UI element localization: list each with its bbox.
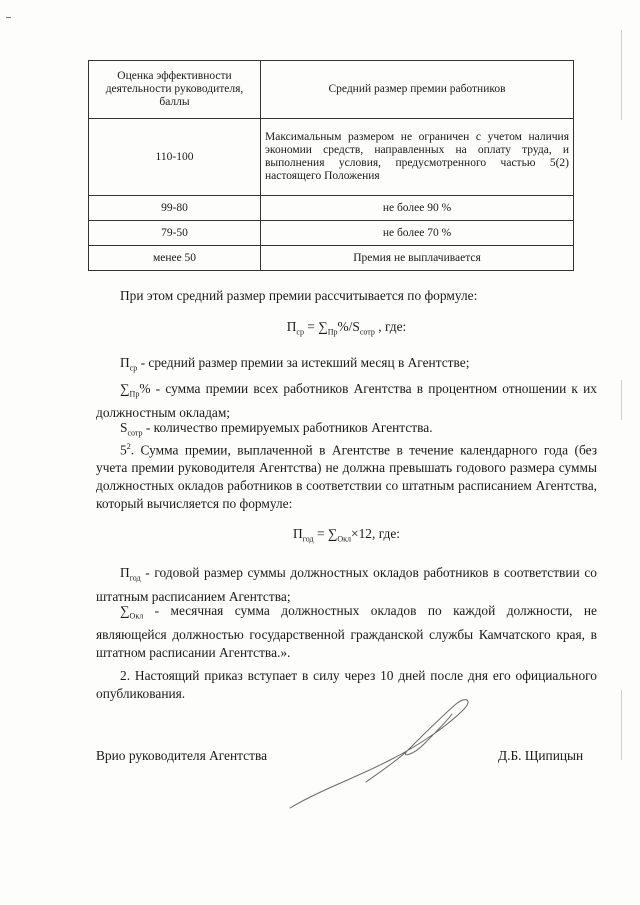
header-bonus: Средний размер премии работников [261, 61, 574, 119]
formula-part: ×12 [351, 526, 372, 541]
bonus-cell: Премия не выплачивается [261, 246, 574, 271]
handwritten-signature [280, 690, 490, 820]
sum-symbol: ∑ [120, 603, 130, 618]
score-cell: 99-80 [89, 196, 261, 221]
sum-symbol: ∑ [318, 319, 328, 334]
formula-subscript: год [302, 534, 314, 544]
table-header-row [89, 61, 574, 119]
definition-bonus-sum [96, 380, 597, 422]
formula-symbol: П [293, 526, 303, 541]
formula-equals: = [303, 319, 319, 334]
bonus-cell: не более 70 % [261, 221, 574, 246]
definition-annual-salary [96, 564, 597, 606]
paragraph-5-2 [96, 438, 597, 513]
def-text: - годовой размер суммы должностных окладов работников в соответствии со штатным расписанием Агентства; [96, 565, 597, 604]
score-cell: менее 50 [89, 246, 261, 271]
definition-monthly-salary [96, 602, 597, 662]
table-row [89, 246, 574, 271]
def-subscript: год [129, 573, 141, 583]
def-text: - сумма премии всех работников Агентства в процентном отношении к их должностным окладам; [96, 381, 597, 420]
header-score: Оценка эффективности деятельности руководителя, баллы [89, 61, 261, 119]
def-subscript: ср [129, 363, 138, 373]
formula-average-bonus [96, 318, 597, 342]
para-text: . Сумма премии, выплаченной в Агентстве в течение календарного года (без учета премии руководителя Агентства) не должна превышать годового размера суммы должностных окладов работников в соответствии со штатным расписанием Агентства, который вычисляется по формуле: [96, 442, 597, 512]
formula-intro: При этом средний размер премии рассчитывается по формуле: [120, 288, 478, 303]
formula-subscript: ср [296, 327, 304, 337]
def-symbol: П [120, 355, 130, 370]
def-symbol: П [120, 565, 130, 580]
item-2: 2. Настоящий приказ вступает в силу через 10 дней после дня его официального опубликования. [96, 668, 597, 701]
table-row [89, 221, 574, 246]
def-text: - средний размер премии за истекший месяц в Агентстве; [137, 355, 470, 370]
formula-annual-salary [96, 525, 597, 549]
table-row [89, 119, 574, 196]
def-subscript: Пр [129, 389, 140, 399]
def-symbol: S [120, 420, 128, 435]
formula-subscript: Окл [337, 534, 352, 544]
sum-symbol: ∑ [120, 381, 130, 396]
definition-avg-bonus [96, 354, 597, 378]
scan-mark [6, 17, 11, 18]
bonus-table [88, 60, 574, 271]
def-subscript: сотр [127, 428, 143, 438]
table-row [89, 196, 574, 221]
formula-subscript: Пр [327, 327, 338, 337]
sum-symbol: ∑ [327, 526, 338, 541]
scan-edge-line [621, 30, 622, 120]
def-text: - количество премируемых работников Агентства. [142, 420, 433, 435]
formula-tail: , где: [374, 319, 407, 334]
score-cell: 110-100 [89, 119, 261, 196]
def-subscript: Окл [129, 611, 144, 621]
signatory-name: Д.Б. Щипицын [498, 748, 584, 763]
signatory-position: Врио руководителя Агентства [96, 748, 268, 763]
scan-edge-line [621, 690, 622, 760]
para-superscript: 2 [126, 442, 131, 451]
formula-subscript: сотр [359, 327, 375, 337]
formula-equals: = [313, 526, 328, 541]
bonus-cell: не более 90 % [261, 196, 574, 221]
formula-part: %/S [337, 319, 360, 334]
def-text: - месячная сумма должностных окладов по каждой должности, не являющейся должностью государственной гражданской службы Камчатского края, в штатном расписании Агентства.». [96, 603, 597, 660]
formula-symbol: П [286, 319, 297, 334]
def-symbol: % [139, 381, 151, 396]
para-number: 5 [120, 442, 127, 458]
bonus-cell: Максимальным размером не ограничен с учетом наличия экономии средств, направленных на оплату труда, и выполнения условия, предусмотренного частью 5(2) настоящего Положения [261, 119, 574, 196]
scan-edge-line [621, 380, 622, 420]
formula-tail: , где: [372, 526, 400, 541]
score-cell: 79-50 [89, 221, 261, 246]
